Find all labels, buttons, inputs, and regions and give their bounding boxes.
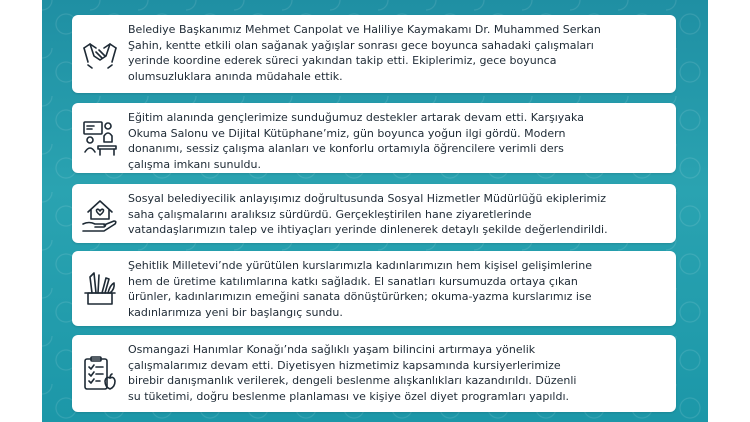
activity-card-text: Osmangazi Hanımlar Konağı’nda sağlıklı yaşam bilincini artırmaya yönelik çalışmalarımız devam etti. Diyetisyen hizmetimiz kapsamında kursiyerlerimize birebir danışmanlık verilerek, dengeli beslenme alışkanlıkları kazandırıldı. Düzenli su tüketimi, doğru beslenme planlaması ve kişiye özel diyet programları yapıldı. — [128, 343, 577, 403]
handshake-icon — [80, 34, 120, 74]
activity-card-5 — [72, 335, 676, 412]
activity-card-2 — [72, 103, 676, 173]
activity-card-text: Sosyal belediyecilik anlayışımız doğrultusunda Sosyal Hizmetler Müdürlüğü ekiplerimiz saha çalışmalarını aralıksız sürdürdü. Gerçekleştirilen hane ziyaretlerinde vatandaşlarımızın talep ve ihtiyaçları yerinde dinlenerek detaylı şekilde değerlendirildi. — [128, 192, 608, 237]
art-supplies-icon — [80, 269, 120, 309]
activity-card-text: Eğitim alanında gençlerimize sunduğumuz destekler artarak devam etti. Karşıyaka Okuma Salonu ve Dijital Kütüphane’miz, gün boyunca yoğun ilgi gördü. Modern donanımı, sessiz çalışma alanları ve konforlu ortamıyla öğrencilere verimli ders çalışma imkanı sunuldu. — [128, 111, 584, 171]
teacher-students-icon — [80, 118, 120, 158]
background-panel — [42, 0, 708, 422]
activity-card-text: Belediye Başkanımız Mehmet Canpolat ve Haliliye Kaymakamı Dr. Muhammed Serkan Şahin, kentte etkili olan sağanak yağışlar sonrası gece boyunca sahadaki çalışmaları yerinde koordine ederek süreci yakından takip etti. Ekiplerimiz, gece boyunca olumsuzluklara anında müdahale ettik. — [128, 23, 601, 83]
house-hand-icon — [80, 194, 120, 234]
activity-card-3 — [72, 184, 676, 243]
activity-card-text: Şehitlik Milletevi’nde yürütülen kurslarımızla kadınlarımızın hem kişisel gelişimlerine hem de üretime katılımlarına katkı sağladık. El sanatları kursumuzda ortaya çıkan ürünler, kadınlarımızın emeğini sanata dönüştürürken; okuma-yazma kurslarımız ise kadınlarımıza yeni bir başlangıç sundu. — [128, 259, 592, 319]
diet-plan-icon — [80, 354, 120, 394]
activity-card-1 — [72, 15, 676, 93]
activity-card-4 — [72, 251, 676, 326]
